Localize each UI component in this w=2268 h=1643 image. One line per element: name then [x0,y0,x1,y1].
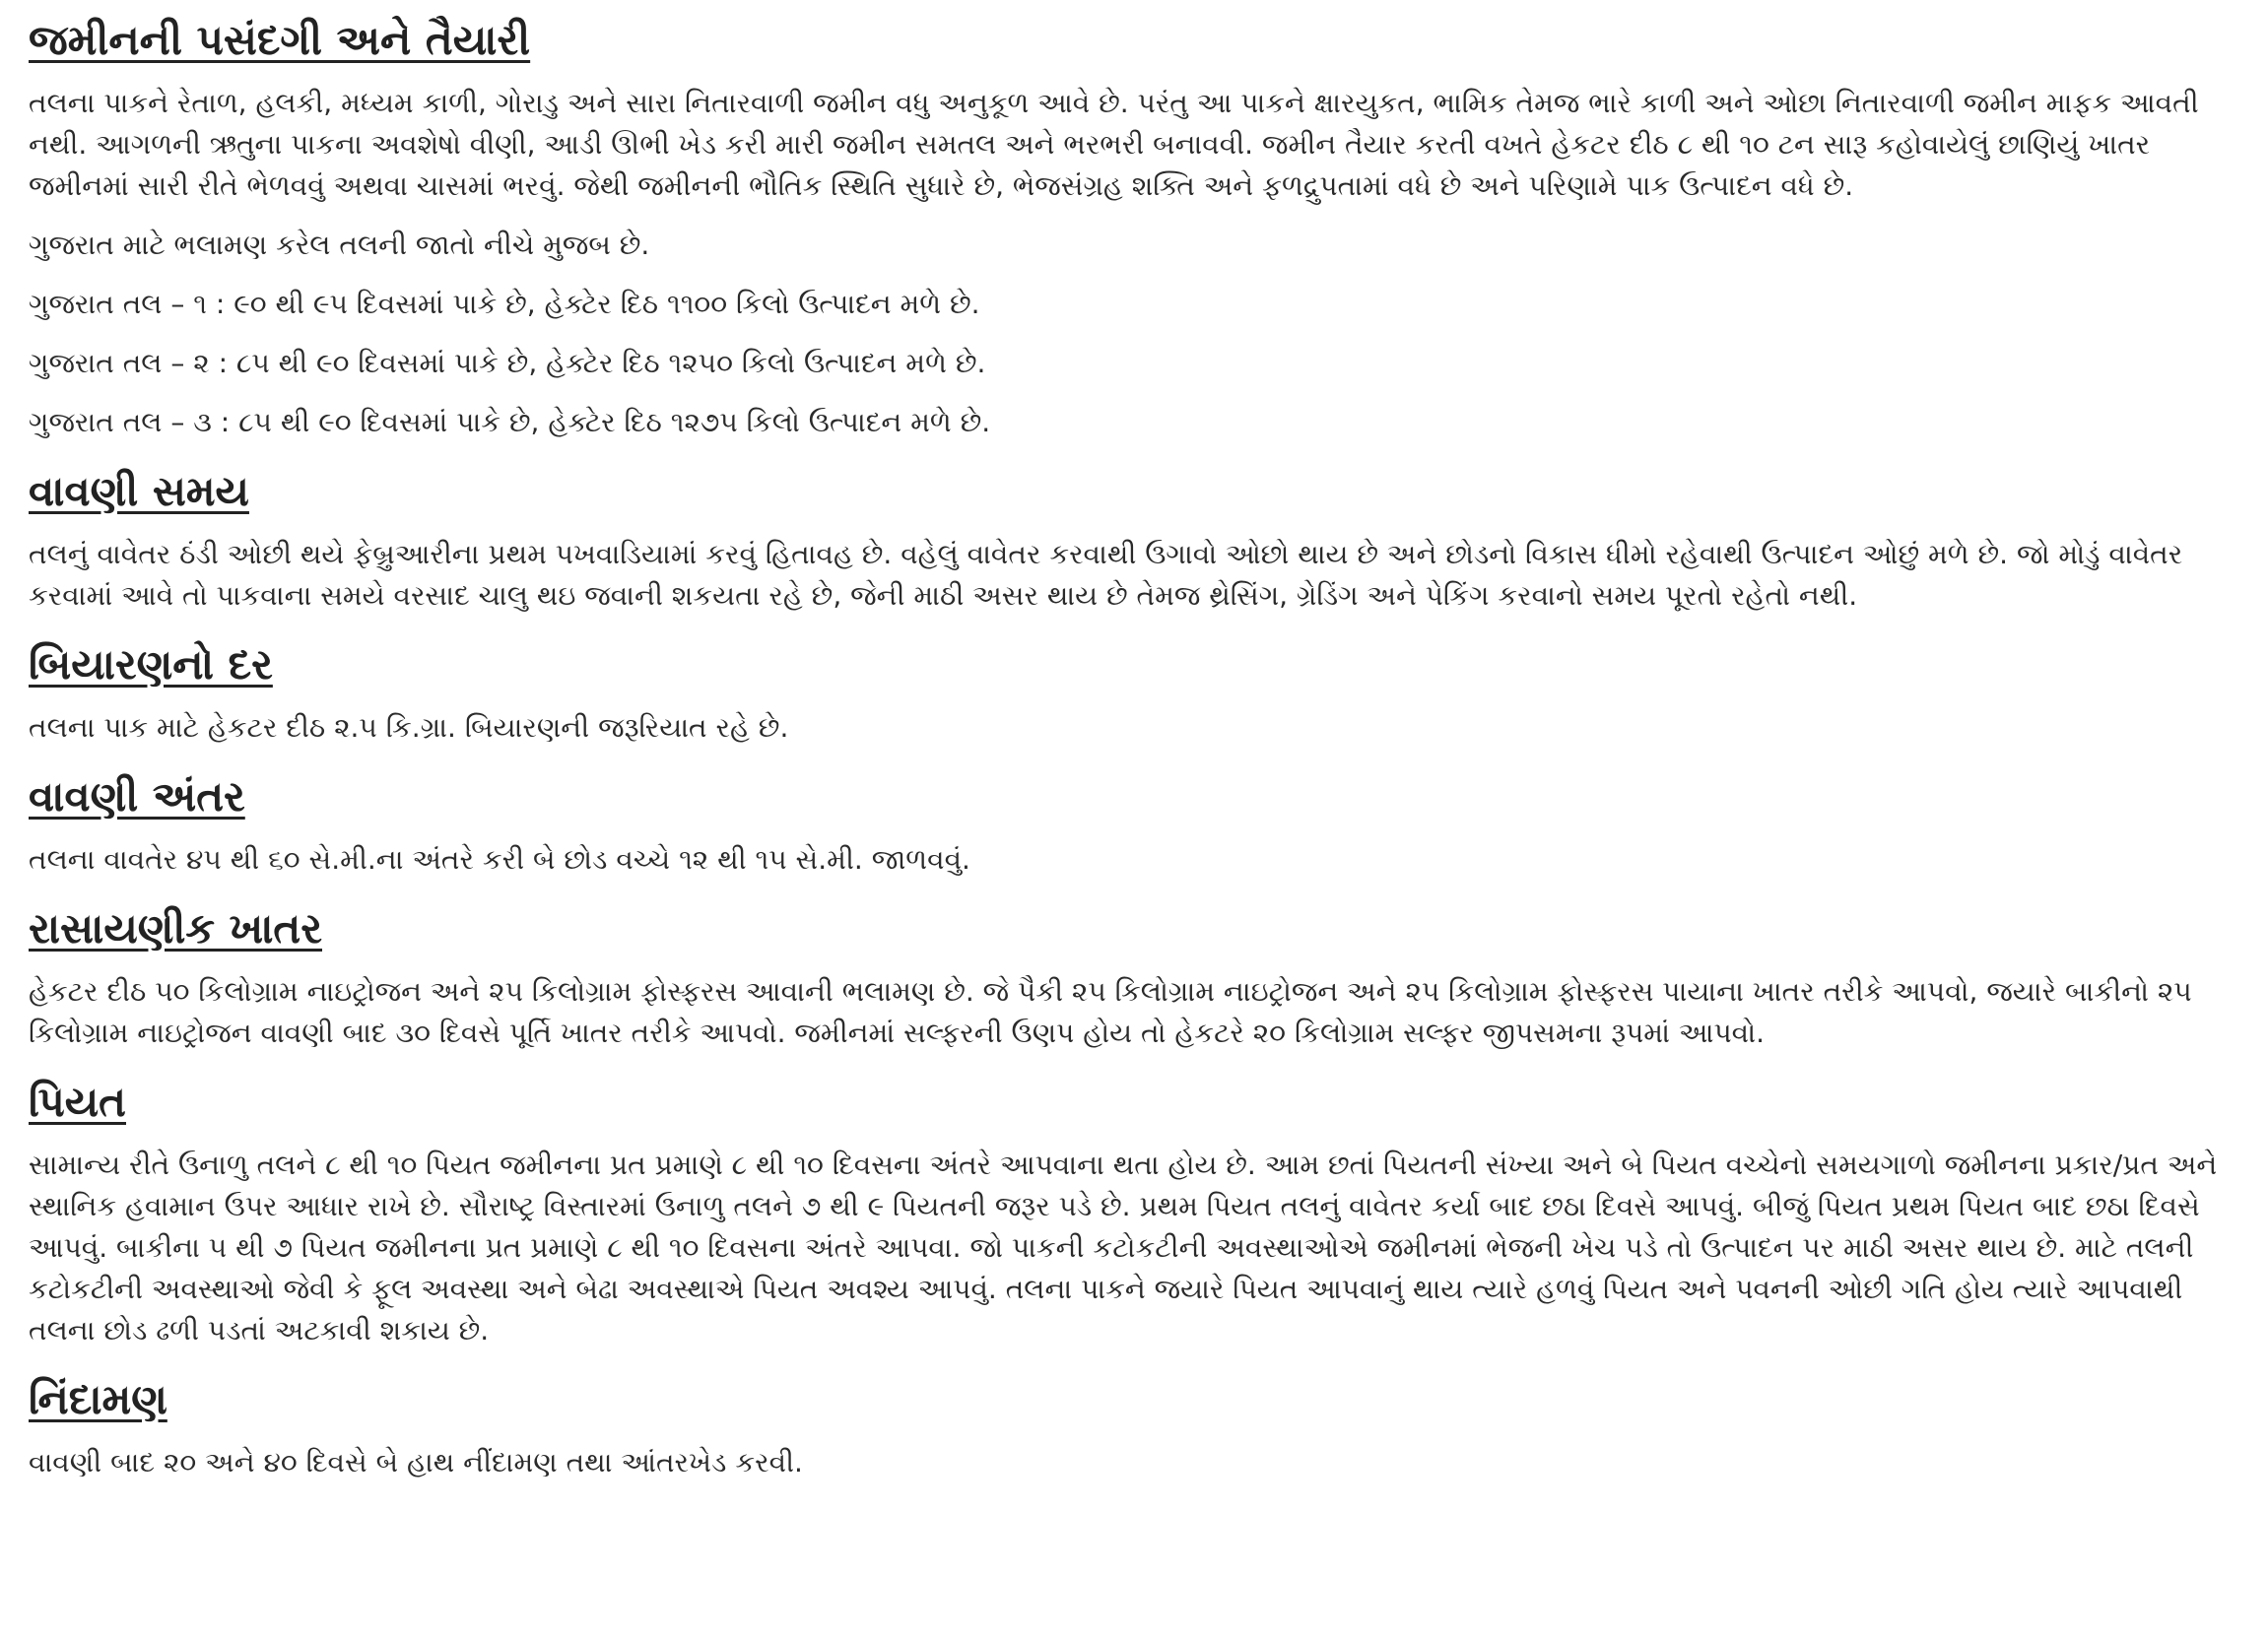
section-chemical-fertilizer [29,900,2235,1054]
section-weeding [29,1371,2235,1483]
paragraph: તલનું વાવેતર ઠંડી ઓછી થયે ફેબ્રુઆરીના પ્રથમ પખવાડિયામાં કરવું હિતાવહ છે. વહેલું વાવેતર કરવાથી ઉગાવો ઓછો થાય છે અને છોડનો વિકાસ ધીમો રહેવાથી ઉત્પાદન ઓછું મળે છે. જો મોડું વાવેતર કરવામાં આવે તો પાકવાના સમયે વરસાદ ચાલુ થઇ જવાની શકયતા રહે છે, જેની માઠી અસર થાય છે તેમજ થ્રેસિંગ, ગ્રેડિંગ અને પેકિંગ કરવાનો સમય પૂરતો રહેતો નથી. [29,538,2183,612]
variety-item: ગુજરાત તલ – ૩ : ૮૫ થી ૯૦ દિવસમાં પાકે છે, હેક્ટેર દિઠ ૧૨૭૫ કિલો ઉત્પાદન મળે છે. [29,406,991,438]
section-sowing-spacing [29,768,2235,881]
section-land-selection [29,12,2235,443]
paragraph: તલના વાવતેર ૪૫ થી ૬૦ સે.મી.ના અંતરે કરી બે છોડ વચ્ચે ૧૨ થી ૧૫ સે.મી. જાળવવું. [29,843,970,876]
article-content [29,12,2235,1501]
paragraph: ગુજરાત માટે ભલામણ કરેલ તલની જાતો નીચે મુજબ છે. [29,229,650,261]
section-heading: બિયારણનો દર [29,640,273,689]
paragraph: તલના પાક માટે હેકટર દીઠ ૨.૫ કિ.ગ્રા. બિયારણની જરૂરિયાત રહે છે. [29,711,789,744]
variety-item: ગુજરાત તલ – ૧ : ૯૦ થી ૯૫ દિવસમાં પાકે છે, હેક્ટેર દિઠ ૧૧૦૦ કિલો ઉત્પાદન મળે છે. [29,288,980,320]
section-heading: પિયત [29,1078,126,1126]
section-sowing-time [29,463,2235,617]
paragraph: વાવણી બાદ ૨૦ અને ૪૦ દિવસે બે હાથ નીંદામણ તથા આંતરખેડ કરવી. [29,1446,803,1479]
section-irrigation [29,1074,2235,1351]
paragraph: હેકટર દીઠ ૫૦ કિલોગ્રામ નાઇટ્રોજન અને ૨૫ કિલોગ્રામ ફોસ્ફરસ આવાની ભલામણ છે. જે પૈકી ૨૫ કિલોગ્રામ નાઇટ્રોજન અને ૨૫ કિલોગ્રામ ફોસ્ફરસ પાયાના ખાતર તરીકે આપવો, જયારે બાકીનો ૨૫ કિલોગ્રામ નાઇટ્રોજન વાવણી બાદ ૩૦ દિવસે પૂર્તિ ખાતર તરીકે આપવો. જમીનમાં સલ્ફરની ઉણપ હોય તો હેકટરે ૨૦ કિલોગ્રામ સલ્ફર જીપસમના રૂપમાં આપવો. [29,975,2192,1049]
section-heading: જમીનની પસંદગી અને તૈયારી [29,16,531,64]
paragraph: સામાન્ય રીતે ઉનાળુ તલને ૮ થી ૧૦ પિયત જમીનના પ્રત પ્રમાણે ૮ થી ૧૦ દિવસના અંતરે આપવાના થતા હોય છે. આમ છતાં પિયતની સંખ્યા અને બે પિયત વચ્ચેનો સમયગાળો જમીનના પ્રકાર/પ્રત અને સ્થાનિક હવામાન ઉપર આધાર રાખે છે. સૌરાષ્ટ્ર વિસ્તારમાં ઉનાળુ તલને ૭ થી ૯ પિયતની જરૂર પડે છે. પ્રથમ પિયત તલનું વાવેતર કર્યા બાદ છઠા દિવસે આપવું. બીજું પિયત પ્રથમ પિયત બાદ છઠા દિવસે આપવું. બાકીના ૫ થી ૭ પિયત જમીનના પ્રત પ્રમાણે ૮ થી ૧૦ દિવસના અંતરે આપવા. જો પાકની કટોકટીની અવસ્થાઓએ જમીનમાં ભેજની ખેચ પડે તો ઉત્પાદન પર માઠી અસર થાય છે. માટે તલની કટોકટીની અવસ્થાઓ જેવી કે ફૂલ અવસ્થા અને બેઢા અવસ્થાએ પિયત અવશ્ય આપવું. તલના પાકને જયારે પિયત આપવાનું થાય ત્યારે હળવું પિયત અને પવનની ઓછી ગતિ હોય ત્યારે આપવાથી તલના છોડ ઢળી પડતાં અટકાવી શકાય છે. [29,1149,2218,1347]
variety-item: ગુજરાત તલ – ૨ : ૮૫ થી ૯૦ દિવસમાં પાકે છે, હેક્ટેર દિઠ ૧૨૫૦ કિલો ઉત્પાદન મળે છે. [29,347,986,379]
section-heading: વાવણી અંતર [29,772,245,821]
section-heading: રાસાયણીક ખાતર [29,904,322,953]
section-seed-rate [29,636,2235,749]
section-heading: વાવણી સમય [29,467,249,515]
paragraph: તલના પાકને રેતાળ, હલકી, મધ્યમ કાળી, ગોરાડુ અને સારા નિતારવાળી જમીન વધુ અનુકૂળ આવે છે. પરંતુ આ પાકને ક્ષારયુકત, ભામિક તેમજ ભારે કાળી અને ઓછા નિતારવાળી જમીન માફક આવતી નથી. આગળની ઋતુના પાકના અવશેષો વીણી, આડી ઊભી ખેડ કરી મારી જમીન સમતલ અને ભરભરી બનાવવી. જમીન તૈયાર કરતી વખતે હેકટર દીઠ ૮ થી ૧૦ ટન સારૂ કહોવાયેલું છાણિયું ખાતર જમીનમાં સારી રીતે ભેળવવું અથવા ચાસમાં ભરવું. જેથી જમીનની ભૌતિક સ્થિતિ સુધારે છે, ભેજસંગ્રહ શક્તિ અને ફળદ્રુપતામાં વધે છે અને પરિણામે પાક ઉત્પાદન વધે છે. [29,87,2199,202]
section-heading: નિંદામણ [29,1375,167,1423]
